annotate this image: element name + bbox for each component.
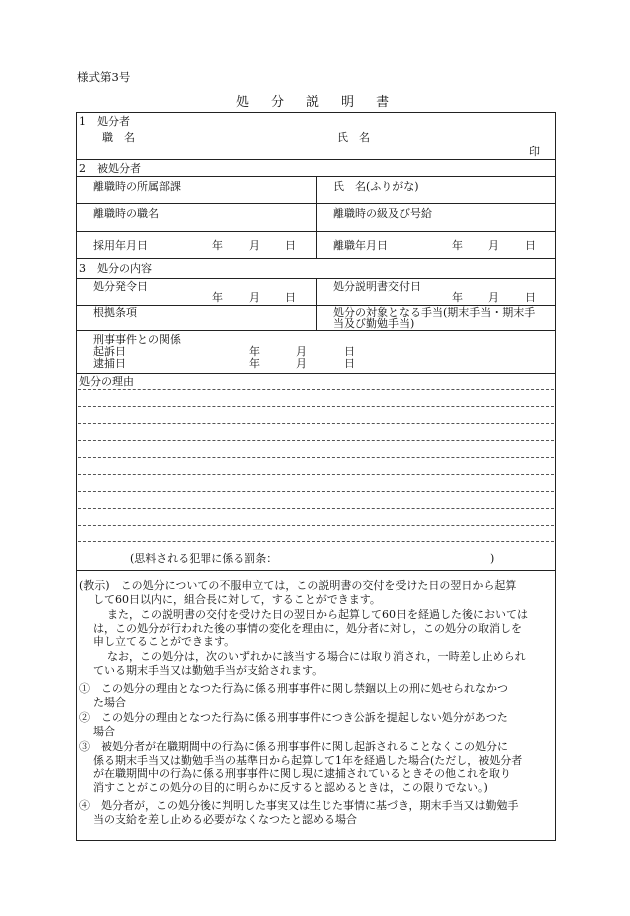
reason-label: 処分の理由 [79, 375, 134, 388]
condition-item-3 [79, 740, 522, 794]
allowance-label: 処分の対象となる手当(期末手当・期末手 [333, 306, 536, 319]
day-label: 日 [285, 239, 296, 252]
writing-line [78, 406, 554, 407]
month-label: 月 [296, 357, 307, 370]
name-label: 氏 名 [337, 131, 370, 144]
writing-line [78, 423, 554, 424]
note-line: また，この説明書の交付を受けた日の翌日から起算して60日を経過した後においては [107, 608, 528, 621]
writing-line [78, 389, 554, 390]
offense-close: ) [490, 552, 495, 565]
section2-heading: 2 被処分者 [79, 162, 141, 175]
row-divider [76, 258, 556, 259]
delivery-date-label: 処分説明書交付日 [333, 280, 421, 293]
note-line: ④ 処分者が，この処分後に判明した事実又は生じた事情に基づき，期末手当又は勤勉手 [79, 799, 519, 812]
year-label: 年 [452, 239, 463, 252]
note-line: して60日以内に，組合長に対して，することができます。 [93, 592, 381, 606]
month-label: 月 [249, 239, 260, 252]
day-label: 日 [344, 357, 355, 370]
row-divider [76, 570, 556, 571]
hire-date-label: 採用年月日 [93, 239, 148, 252]
issue-date-label: 処分発令日 [93, 280, 148, 293]
day-label: 日 [525, 291, 536, 304]
revocation-paragraph [79, 608, 528, 649]
title-char: 分 [271, 95, 285, 110]
condition-item-1 [79, 682, 508, 709]
seal-label: 印 [529, 145, 540, 158]
day-label: 日 [525, 239, 536, 252]
writing-line [78, 491, 554, 492]
title-char: 処 [236, 95, 250, 110]
title-char: 説 [306, 95, 320, 110]
section1-heading: 1 処分者 [79, 115, 130, 128]
note-line: ② この処分の理由となつた行為に係る刑事事件につき公訴を提起しない処分があつた [79, 711, 508, 724]
writing-line [78, 541, 554, 542]
note-line: ③ 被処分者が在職期間中の行為に係る刑事事件に関し起訴されることなくこの処分に [79, 740, 508, 753]
title-char: 明 [341, 95, 355, 110]
note-line: 当の支給を差し止める必要がなくなつたと認める場合 [93, 812, 357, 826]
note-line: た場合 [93, 695, 126, 709]
note-line: ① この処分の理由となつた行為に係る刑事事件に関し禁錮以上の刑に処せられなかつ [79, 682, 508, 695]
cancellation-paragraph [79, 650, 526, 677]
year-label: 年 [212, 291, 223, 304]
writing-line [78, 525, 554, 526]
note-line: 係る期末手当又は勤勉手当の基準日から起算して1年を経過した場合(ただし，被処分者 [93, 753, 523, 767]
writing-line [78, 508, 554, 509]
day-label: 日 [344, 345, 355, 358]
position-label: 職 名 [102, 131, 135, 144]
allowance-label-cont: 当及び勤勉手当) [333, 317, 415, 330]
row-divider [76, 373, 556, 374]
year-label: 年 [249, 357, 260, 370]
note-line: が在職期間中の行為に係る刑事事件に関し現に逮捕されているときその他これを取り [93, 767, 511, 780]
note-line: ている期末手当又は勤勉手当が支給されます。 [93, 663, 324, 677]
title-char: 書 [376, 95, 390, 110]
dept-label: 離職時の所属部課 [93, 180, 181, 193]
month-label: 月 [488, 291, 499, 304]
month-label: 月 [488, 239, 499, 252]
note-line: (教示) この処分についての不服申立ては，この説明書の交付を受けた日の翌日から起算 [79, 579, 517, 592]
instruction-paragraph [79, 579, 516, 606]
condition-item-2 [79, 711, 508, 738]
row-divider [76, 330, 556, 331]
section3-heading: 3 処分の内容 [79, 262, 152, 275]
note-line: 消すことがこの処分の目的に明らかに反すると認めるときは，この限りでない。) [93, 780, 488, 794]
year-label: 年 [452, 291, 463, 304]
grade-label: 離職時の級及び号給 [333, 207, 432, 220]
day-label: 日 [285, 291, 296, 304]
form-number: 様式第3号 [77, 70, 131, 84]
note-line: 場合 [93, 724, 115, 738]
job-title-label: 離職時の職名 [93, 207, 159, 220]
basis-label: 根拠条項 [93, 306, 137, 319]
furigana-name-label: 氏 名(ふりがな) [333, 180, 419, 193]
criminal-relation-label: 刑事事件との関係 [93, 333, 181, 346]
offense-label: (思料される犯罪に係る罰条： [130, 552, 278, 565]
column-divider [316, 176, 317, 258]
indictment-date-label: 起訴日 [93, 345, 126, 358]
note-line: なお，この処分は，次のいずれかに該当する場合には取り消され，一時差し止められ [107, 650, 526, 663]
row-divider [76, 159, 556, 160]
writing-line [78, 457, 554, 458]
writing-line [78, 474, 554, 475]
writing-line [78, 440, 554, 441]
month-label: 月 [296, 345, 307, 358]
year-label: 年 [212, 239, 223, 252]
note-line: 申し立てることができます。 [93, 635, 236, 648]
condition-item-4 [79, 799, 519, 826]
retire-date-label: 離職年月日 [333, 239, 388, 252]
note-line: は，この処分が行われた後の事情の変化を理由に，処分者に対し，この処分の取消しを [93, 621, 522, 635]
document-title [236, 91, 411, 110]
year-label: 年 [249, 345, 260, 358]
column-divider [316, 278, 317, 330]
month-label: 月 [249, 291, 260, 304]
arrest-date-label: 逮捕日 [93, 357, 126, 370]
